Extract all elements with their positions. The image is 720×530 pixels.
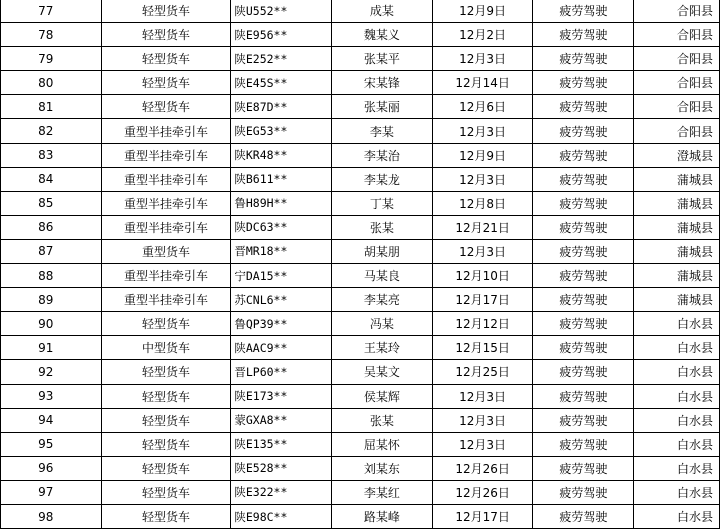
- county-cell: 蒲城县: [634, 215, 720, 239]
- date-cell: 12月9日: [432, 143, 533, 167]
- vehicle-type-cell: 轻型货车: [101, 360, 231, 384]
- driver-name-cell: 李某亮: [332, 288, 433, 312]
- table-row: [1, 432, 720, 456]
- row-number-cell: 79: [1, 47, 102, 71]
- date-cell: 12月3日: [432, 119, 533, 143]
- plate-number-cell: 陕KR48**: [231, 143, 332, 167]
- vehicle-type-cell: 轻型货车: [101, 456, 231, 480]
- violation-type-cell: 疲劳驾驶: [533, 239, 634, 263]
- table-body: [1, 0, 720, 529]
- violation-type-cell: 疲劳驾驶: [533, 71, 634, 95]
- driver-name-cell: 李某红: [332, 480, 433, 504]
- table-row: [1, 143, 720, 167]
- plate-number-cell: 宁DA15**: [231, 264, 332, 288]
- violation-type-cell: 疲劳驾驶: [533, 95, 634, 119]
- row-number-cell: 88: [1, 264, 102, 288]
- row-number-cell: 81: [1, 95, 102, 119]
- table-row: [1, 312, 720, 336]
- vehicle-type-cell: 轻型货车: [101, 71, 231, 95]
- row-number-cell: 96: [1, 456, 102, 480]
- row-number-cell: 91: [1, 336, 102, 360]
- violation-type-cell: 疲劳驾驶: [533, 191, 634, 215]
- plate-number-cell: 蒙GXA8**: [231, 408, 332, 432]
- plate-number-cell: 陕U552**: [231, 0, 332, 23]
- county-cell: 白水县: [634, 384, 720, 408]
- row-number-cell: 92: [1, 360, 102, 384]
- plate-number-cell: 陕E322**: [231, 480, 332, 504]
- table-row: [1, 167, 720, 191]
- row-number-cell: 98: [1, 504, 102, 528]
- vehicle-type-cell: 重型半挂牵引车: [101, 119, 231, 143]
- vehicle-type-cell: 轻型货车: [101, 432, 231, 456]
- violation-type-cell: 疲劳驾驶: [533, 143, 634, 167]
- vehicle-type-cell: 重型半挂牵引车: [101, 215, 231, 239]
- plate-number-cell: 陕E252**: [231, 47, 332, 71]
- table-row: [1, 191, 720, 215]
- violation-type-cell: 疲劳驾驶: [533, 384, 634, 408]
- violation-type-cell: 疲劳驾驶: [533, 312, 634, 336]
- driver-name-cell: 冯某: [332, 312, 433, 336]
- vehicle-type-cell: 重型半挂牵引车: [101, 143, 231, 167]
- table-row: [1, 504, 720, 528]
- violation-type-cell: 疲劳驾驶: [533, 23, 634, 47]
- violation-type-cell: 疲劳驾驶: [533, 504, 634, 528]
- date-cell: 12月26日: [432, 480, 533, 504]
- violation-type-cell: 疲劳驾驶: [533, 47, 634, 71]
- plate-number-cell: 陕DC63**: [231, 215, 332, 239]
- violation-type-cell: 疲劳驾驶: [533, 215, 634, 239]
- row-number-cell: 77: [1, 0, 102, 23]
- county-cell: 合阳县: [634, 47, 720, 71]
- row-number-cell: 83: [1, 143, 102, 167]
- plate-number-cell: 鲁H89H**: [231, 191, 332, 215]
- date-cell: 12月25日: [432, 360, 533, 384]
- table-row: [1, 71, 720, 95]
- violation-type-cell: 疲劳驾驶: [533, 288, 634, 312]
- date-cell: 12月2日: [432, 23, 533, 47]
- violation-type-cell: 疲劳驾驶: [533, 167, 634, 191]
- date-cell: 12月3日: [432, 408, 533, 432]
- date-cell: 12月26日: [432, 456, 533, 480]
- driver-name-cell: 张某: [332, 215, 433, 239]
- row-number-cell: 90: [1, 312, 102, 336]
- vehicle-type-cell: 轻型货车: [101, 408, 231, 432]
- row-number-cell: 80: [1, 71, 102, 95]
- row-number-cell: 86: [1, 215, 102, 239]
- driver-name-cell: 张某平: [332, 47, 433, 71]
- vehicle-type-cell: 重型半挂牵引车: [101, 264, 231, 288]
- date-cell: 12月3日: [432, 167, 533, 191]
- table-row: [1, 23, 720, 47]
- driver-name-cell: 宋某锋: [332, 71, 433, 95]
- county-cell: 蒲城县: [634, 264, 720, 288]
- driver-name-cell: 吴某文: [332, 360, 433, 384]
- date-cell: 12月14日: [432, 71, 533, 95]
- row-number-cell: 84: [1, 167, 102, 191]
- county-cell: 合阳县: [634, 23, 720, 47]
- violation-type-cell: 疲劳驾驶: [533, 456, 634, 480]
- date-cell: 12月6日: [432, 95, 533, 119]
- plate-number-cell: 陕E135**: [231, 432, 332, 456]
- driver-name-cell: 马某良: [332, 264, 433, 288]
- driver-name-cell: 成某: [332, 0, 433, 23]
- county-cell: 蒲城县: [634, 191, 720, 215]
- row-number-cell: 87: [1, 239, 102, 263]
- county-cell: 白水县: [634, 408, 720, 432]
- violation-type-cell: 疲劳驾驶: [533, 336, 634, 360]
- vehicle-type-cell: 轻型货车: [101, 480, 231, 504]
- violation-type-cell: 疲劳驾驶: [533, 119, 634, 143]
- date-cell: 12月15日: [432, 336, 533, 360]
- row-number-cell: 85: [1, 191, 102, 215]
- table-row: [1, 456, 720, 480]
- county-cell: 白水县: [634, 360, 720, 384]
- vehicle-type-cell: 重型货车: [101, 239, 231, 263]
- vehicle-type-cell: 轻型货车: [101, 504, 231, 528]
- driver-name-cell: 张某: [332, 408, 433, 432]
- row-number-cell: 94: [1, 408, 102, 432]
- plate-number-cell: 陕EG53**: [231, 119, 332, 143]
- plate-number-cell: 陕E87D**: [231, 95, 332, 119]
- county-cell: 白水县: [634, 504, 720, 528]
- vehicle-type-cell: 轻型货车: [101, 0, 231, 23]
- vehicle-type-cell: 轻型货车: [101, 384, 231, 408]
- plate-number-cell: 陕AAC9**: [231, 336, 332, 360]
- violation-type-cell: 疲劳驾驶: [533, 480, 634, 504]
- table-row: [1, 119, 720, 143]
- table-row: [1, 239, 720, 263]
- driver-name-cell: 丁某: [332, 191, 433, 215]
- driver-name-cell: 李某龙: [332, 167, 433, 191]
- county-cell: 白水县: [634, 456, 720, 480]
- county-cell: 白水县: [634, 336, 720, 360]
- date-cell: 12月10日: [432, 264, 533, 288]
- row-number-cell: 82: [1, 119, 102, 143]
- table-row: [1, 95, 720, 119]
- driver-name-cell: 刘某东: [332, 456, 433, 480]
- date-cell: 12月3日: [432, 47, 533, 71]
- plate-number-cell: 陕E45S**: [231, 71, 332, 95]
- plate-number-cell: 晋LP60**: [231, 360, 332, 384]
- violation-type-cell: 疲劳驾驶: [533, 0, 634, 23]
- county-cell: 澄城县: [634, 143, 720, 167]
- table-row: [1, 384, 720, 408]
- date-cell: 12月12日: [432, 312, 533, 336]
- driver-name-cell: 王某玲: [332, 336, 433, 360]
- plate-number-cell: 陕E956**: [231, 23, 332, 47]
- row-number-cell: 89: [1, 288, 102, 312]
- violation-type-cell: 疲劳驾驶: [533, 432, 634, 456]
- plate-number-cell: 陕E528**: [231, 456, 332, 480]
- date-cell: 12月17日: [432, 288, 533, 312]
- date-cell: 12月9日: [432, 0, 533, 23]
- table-row: [1, 408, 720, 432]
- table-row: [1, 215, 720, 239]
- date-cell: 12月17日: [432, 504, 533, 528]
- plate-number-cell: 苏CNL6**: [231, 288, 332, 312]
- driver-name-cell: 魏某义: [332, 23, 433, 47]
- table-row: [1, 47, 720, 71]
- row-number-cell: 97: [1, 480, 102, 504]
- table-row: [1, 360, 720, 384]
- date-cell: 12月8日: [432, 191, 533, 215]
- vehicle-type-cell: 轻型货车: [101, 23, 231, 47]
- vehicle-type-cell: 轻型货车: [101, 95, 231, 119]
- plate-number-cell: 陕E98C**: [231, 504, 332, 528]
- county-cell: 白水县: [634, 432, 720, 456]
- county-cell: 合阳县: [634, 71, 720, 95]
- row-number-cell: 78: [1, 23, 102, 47]
- table-row: [1, 480, 720, 504]
- vehicle-type-cell: 中型货车: [101, 336, 231, 360]
- driver-name-cell: 张某丽: [332, 95, 433, 119]
- county-cell: 白水县: [634, 480, 720, 504]
- county-cell: 蒲城县: [634, 239, 720, 263]
- date-cell: 12月3日: [432, 239, 533, 263]
- table-row: [1, 264, 720, 288]
- driver-name-cell: 屈某怀: [332, 432, 433, 456]
- violation-type-cell: 疲劳驾驶: [533, 264, 634, 288]
- row-number-cell: 95: [1, 432, 102, 456]
- county-cell: 蒲城县: [634, 167, 720, 191]
- county-cell: 合阳县: [634, 119, 720, 143]
- driver-name-cell: 胡某朋: [332, 239, 433, 263]
- plate-number-cell: 晋MR18**: [231, 239, 332, 263]
- county-cell: 合阳县: [634, 0, 720, 23]
- vehicle-type-cell: 轻型货车: [101, 312, 231, 336]
- plate-number-cell: 陕E173**: [231, 384, 332, 408]
- date-cell: 12月3日: [432, 432, 533, 456]
- vehicle-type-cell: 重型半挂牵引车: [101, 167, 231, 191]
- vehicle-type-cell: 重型半挂牵引车: [101, 191, 231, 215]
- driver-name-cell: 李某治: [332, 143, 433, 167]
- date-cell: 12月21日: [432, 215, 533, 239]
- violation-type-cell: 疲劳驾驶: [533, 408, 634, 432]
- driver-name-cell: 路某峰: [332, 504, 433, 528]
- row-number-cell: 93: [1, 384, 102, 408]
- county-cell: 合阳县: [634, 95, 720, 119]
- table-row: [1, 288, 720, 312]
- table-row: [1, 0, 720, 23]
- driver-name-cell: 侯某辉: [332, 384, 433, 408]
- plate-number-cell: 鲁QP39**: [231, 312, 332, 336]
- county-cell: 蒲城县: [634, 288, 720, 312]
- vehicle-type-cell: 重型半挂牵引车: [101, 288, 231, 312]
- plate-number-cell: 陕B611**: [231, 167, 332, 191]
- date-cell: 12月3日: [432, 384, 533, 408]
- driver-name-cell: 李某: [332, 119, 433, 143]
- vehicle-type-cell: 轻型货车: [101, 47, 231, 71]
- table-row: [1, 336, 720, 360]
- violation-type-cell: 疲劳驾驶: [533, 360, 634, 384]
- county-cell: 白水县: [634, 312, 720, 336]
